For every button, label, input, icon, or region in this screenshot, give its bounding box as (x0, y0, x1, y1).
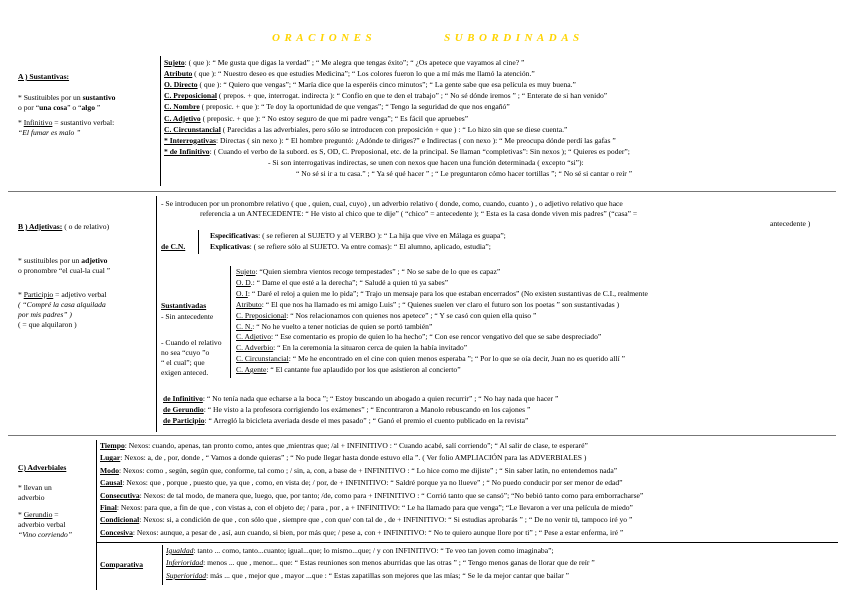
section-a-note-1: * Sustituibles por un sustantivo (18, 93, 116, 102)
section-b-bracket (156, 196, 157, 432)
line-label: Consecutiva (100, 490, 140, 500)
adj-sust-line-2 (236, 278, 448, 287)
line-text: .: “ Dame el que esté a la derecha”; “ Saludé a quien tú ya sabes” (250, 277, 449, 287)
section-a-heading: A ) Sustantivas: (18, 72, 70, 81)
section-b-note-4: ( “Compré la casa alquilada (18, 300, 106, 309)
line-label: Modo (100, 465, 119, 475)
adj-sust-line-3 (236, 289, 648, 298)
adj-sust-line-10 (236, 365, 461, 374)
adj-intro-line-1: - Se introducen por un pronombre relativo ( que , quien, cual, cuyo) , un adverbio relativo ( donde, como, cuando, cuanto ) , o adjetivo relativo que hace (161, 199, 623, 208)
adj-intro-line-3: antecedente ) (770, 219, 811, 228)
line-label: C. Preposicional (236, 310, 287, 320)
line-label: C. Adjetivo (164, 113, 201, 123)
line-label: C. Circunstancial (164, 124, 221, 134)
sust-line-6 (164, 114, 468, 123)
line-label: Superioridad (166, 570, 207, 580)
adv-line-7 (100, 515, 632, 524)
sust-line-7 (164, 125, 567, 134)
line-label: Sujeto (164, 58, 185, 67)
line-label: C. Agente (236, 365, 267, 375)
sust-line-5 (164, 102, 510, 111)
section-b-heading: B ) Adjetivas: ( o de relativo) (18, 222, 110, 231)
section-c-bracket (96, 440, 97, 590)
line-label: Causal (100, 478, 123, 488)
adv-line-4 (100, 478, 623, 487)
section-c-note-4: adverbio verbal (18, 520, 66, 529)
line-text: : Directas ( sin nexo ): “ El hombre preguntó: ¿Adónde te diriges?” e Indirectas ( con nexo ): “ Me preocupa dónde perdí las gafas ” (215, 135, 616, 145)
adv-line-6 (100, 503, 633, 512)
line-text: : Nexos: a, de , por, donde , “ Vamos a donde quieras” ; “ No pude llegar hasta donde estuvo ella ”. ( Ver folio AMPLIACIÓN para las ADVERBIALES ) (120, 453, 587, 463)
adj-sust-line-4 (236, 300, 619, 309)
adv-line-8 (100, 528, 623, 537)
line-label: C. Circunstancial (236, 354, 289, 364)
line-label: C. Adjetivo (236, 332, 272, 342)
line-text: : ( que ): “ Me gusta que digas la verdad” ; “ Me alegra que tengas éxito”; “ ¿Os apetece que vayamos al cine? ” (184, 58, 525, 67)
line-text: : Nexos: como , según, según que, conforme, tal como ; / sin, a, con, a base de + INFINITIVO : “ Lo hice como me dijiste” ; “ Sin saber latín, no entendemos nada” (118, 465, 618, 475)
section-a-note-2: o por “una cosa” o “algo ” (18, 103, 101, 112)
line-label: Sujeto (236, 267, 256, 276)
section-b-note-3: * Participio = adjetivo verbal (18, 290, 107, 299)
adj-sust-bracket (230, 266, 231, 378)
section-c-note-5: “Vino corriendo” (18, 530, 73, 539)
divider-b-c (8, 435, 836, 436)
section-c-note-3: * Gerundio = (18, 510, 59, 519)
line-text: : menos ... que , menor... que: “ Estas reuniones son menos aburridas que las otras ” ; “ Tengo menos ganas de llorar que de reír ” (203, 558, 595, 568)
section-a-note-4: “El fumar es malo ” (18, 128, 81, 137)
line-text: : Nexos: si, a condición de que , con sólo que , siempre que , con que/ con tal de , de + INFINITIVO: “ Si estudias aprobarás ” ; “ De no venir tú, tampoco iré yo ” (139, 515, 633, 525)
line-label: C. Preposicional (164, 91, 218, 101)
comparativa-bracket (162, 545, 163, 585)
divider-a-b (8, 191, 836, 192)
adv-line-1 (100, 441, 588, 450)
line-text: : “ Me he encontrado en el cine con quien menos esperaba ”; “ Por lo que se oía decir, Juan no es querido allí ” (288, 354, 625, 364)
section-c-note-1: * llevan un (18, 483, 52, 492)
adj-sust-sub-3: no sea “cuyo ”o (161, 348, 210, 357)
line-text: : “Quien siembra vientos recoge tempestades” ; “ No se sabe de lo que es capaz” (255, 267, 501, 276)
adj-intro-line-2: referencia a un ANTECEDENTE: “ He visto al chico que te dije” ( “chico” = antecedente ); “ Esta es la casa donde viven mis padres” (“casa” = (200, 209, 638, 218)
line-text: : Nexos: que , porque , puesto que, ya que , como, en vista de; / por, de + INFINITIVO: “ Saldré porque ya no llueve” ; “ No puedo conducir por ser menor de edad” (122, 478, 623, 488)
line-label: C. Adverbio (236, 343, 274, 353)
adj-sust-line-6 (236, 322, 432, 331)
line-label: Atributo (236, 299, 262, 309)
adj-sust-line-8 (236, 343, 467, 352)
line-text: “ No sé si ir a tu casa.” ; “ Ya sé qué hacer ” ; “ Le preguntaron cómo hacer tortillas ”; “ No sé si cantar o reír ” (296, 169, 633, 178)
line-label: O. I (236, 288, 248, 298)
adj-sust-line-7 (236, 332, 601, 341)
page-title (272, 34, 612, 43)
section-b-note-2: o pronombre “el cual-la cual ” (18, 266, 111, 275)
line-label: O. Directo (164, 80, 198, 90)
adv-line-5 (100, 491, 643, 500)
line-text: : Nexos: de tal modo, de manera que, luego, que, por tanto; /de, como para + INFINITIVO : “ Corrió tanto que se cansó”; “No bebió tanto como para emborracharse” (139, 490, 644, 500)
section-b-note-5: por mis padres” ) (18, 310, 72, 319)
adj-cn-bracket (198, 230, 199, 254)
line-text: : “ En la ceremonia la situaron cerca de quien la había invitado” (273, 343, 468, 353)
comparativa-top-rule (96, 542, 838, 543)
comp-line-3 (166, 571, 569, 580)
section-a-note-3: * Infinitivo = sustantivo verbal: (18, 118, 115, 127)
line-text: - Si son interrogativas indirectas, se unen con nexos que hacen una función determinada ( excepto “si”): (268, 157, 584, 167)
adj-gerundio: de Gerundio: “ He visto a la profesora corrigiendo los exámenes” ; “ Encontraron a Manolo rebuscando en los cajones ” (163, 405, 531, 414)
adv-line-2 (100, 453, 586, 462)
line-text: : ( Cuando el verbo de la subord. es S, OD, C. Preposional, etc. de la principal. Se llaman “completivas”: Sin nexos ); “ Quieres es poder”; (209, 146, 630, 156)
line-text: : “ Nos relacionamos con quienes nos apetece” ; “ Y se casó con quien ella quiso ” (286, 310, 537, 320)
line-label: * Interrogativas (164, 135, 216, 145)
line-text: ( prepos. + que, interrogat. indirecta ): “ Confío en que te den el trabajo” ; “ No sé dónde iremos ” ; “ Enterate de si han venido” (217, 91, 608, 101)
section-b-note-1: * sustituibles por un adjetivo (18, 256, 108, 265)
adj-sust-sub-4: “ el cual”; que (161, 358, 205, 367)
line-text: ( preposic. + que ): “ No estoy seguro de que mi padre venga”; “ Es fácil que apruebes” (200, 113, 469, 123)
adj-cn-label: de C.N. (161, 242, 186, 251)
line-label: Inferioridad (166, 558, 204, 568)
line-text: : Nexos: para que, a fin de que , con vistas a, con el objeto de; / para , por , a + INFINITIVO: “ Le ha llamado para que venga”; “Le llevaron a ver una película de miedo” (116, 503, 633, 512)
title-word-oraciones: ORACIONES (272, 32, 377, 44)
line-text: : tanto ... como, tanto...cuanto; igual...que; lo mismo...que; / y con INFINITIVO: “ Te veo tan joven como imaginaba”; (193, 546, 554, 555)
line-text: : “ El cantante fue aplaudido por los que asistieron al concierto” (266, 365, 461, 375)
section-b-note-6: ( = que alquilaron ) (18, 320, 77, 329)
sust-line-8 (164, 136, 616, 145)
adj-sust-sub-1: - Sin antecedente (161, 312, 214, 321)
line-text: ( preposic. + que ): “ Te doy la oportunidad de que vengas”; “ Tengo la seguridad de que nos engañó” (199, 102, 510, 112)
line-text: : “ Ese comentario es propio de quien lo ha hecho”; “ Con ese rencor vengativo del que se sabe despreciado” (271, 332, 602, 342)
sust-line-4 (164, 91, 607, 100)
line-label: Concesiva (100, 527, 133, 537)
sust-line-10 (268, 158, 584, 167)
line-label: * de Infinitivo (164, 146, 210, 156)
sust-line-1 (164, 58, 524, 67)
adj-especificativas: Especificativas: ( se refieren al SUJETO y al VERBO ): “ La hija que vive en Málaga es guapa”; (210, 231, 506, 240)
title-word-subordinadas: SUBORDINADAS (444, 32, 584, 44)
line-label: C. N. (236, 321, 253, 331)
line-label: Igualdad (166, 546, 194, 555)
comparativa-label: Comparativa (100, 560, 144, 569)
adj-participio: de Participio: “ Arregló la bicicleta averiada desde el mes pasado” ; “ Ganó el premio el cuento publicado en la revista” (163, 416, 529, 425)
adv-line-3 (100, 466, 617, 475)
comp-line-1 (166, 546, 554, 555)
line-label: Atributo (164, 69, 193, 79)
section-c-heading: C) Adverbiales (18, 463, 67, 472)
sust-line-3 (164, 80, 576, 89)
line-text: : Nexos: cuando, apenas, tan pronto como, antes que ,mientras que; /al + INFINITIVO : “ Cuando acabé, salí corriendo”; “ Al salir de clase, te esperaré” (124, 441, 588, 450)
sust-line-2 (164, 69, 535, 78)
line-text: ( que ): “ Quiero que vengas”; “ María dice que la esperéis cinco minutos”; “ La gente sabe que esa película es muy buena.” (197, 80, 576, 90)
line-text: : “ El que nos ha llamado es mi amigo Luis” ; “ Quienes suelen ver claro el futuro son los poetas ” son sustantivadas ) (261, 299, 620, 309)
sust-line-9 (164, 147, 630, 156)
line-label: Tiempo (100, 441, 125, 450)
section-c-note-2: adverbio (18, 493, 45, 502)
line-label: Final (100, 503, 117, 512)
adj-sust-line-9 (236, 354, 625, 363)
comp-line-2 (166, 558, 595, 567)
adj-explicativas: Explicativas: ( se refiere sólo al SUJETO. Va entre comas): “ El alumno, aplicado, estudia”; (210, 242, 491, 251)
line-label: Lugar (100, 453, 121, 463)
line-text: : más ... que , mejor que , mayor ...que : “ Estas zapatillas son mejores que las mías; “ Se le da mejor cantar que bailar ” (206, 570, 569, 580)
line-text: ( que ): “ Nuestro deseo es que estudies Medicina”; “ Los colores fueron lo que a mí más me llamó la atención.” (192, 69, 535, 79)
adj-sustantivadas-label: Sustantivadas (161, 301, 207, 310)
line-label: Condicional (100, 515, 140, 525)
line-text: : “ Daré el reloj a quien me lo pida”; “ Trajo un mensaje para los que estaban encerrados” (No existen sustantivas de C.I., realmente (247, 288, 648, 298)
adj-infinitivo: de Infinitivo: “ No tenía nada que echarse a la boca ”; “ Estoy buscando un abogado a quien recurrir” ; “ No hay nada que hacer ” (163, 394, 559, 403)
adj-sust-line-5 (236, 311, 536, 320)
adj-sust-sub-5: exigen anteced. (161, 368, 209, 377)
line-text: : Nexos: aunque, a pesar de , así, aun cuando, si bien, por más que; / pese a, con + INFINITIVO: “ No te quiero aunque llore por ti” ; “ Pese a estar enferma, iré ” (132, 527, 624, 537)
section-a-bracket (160, 56, 161, 186)
line-text: : “ No he vuelto a tener noticias de quien se portó también” (252, 321, 433, 331)
line-label: C. Nombre (164, 102, 200, 112)
sust-line-11 (296, 169, 632, 178)
line-label: O. D (236, 277, 251, 287)
adj-sust-sub-2: - Cuando el relativo (161, 338, 222, 347)
line-text: ( Parecidas a las adverbiales, pero sólo se introducen con preposición + que ) : “ Lo hizo sin que se diese cuenta.” (220, 124, 568, 134)
adj-sust-line-1 (236, 267, 500, 276)
